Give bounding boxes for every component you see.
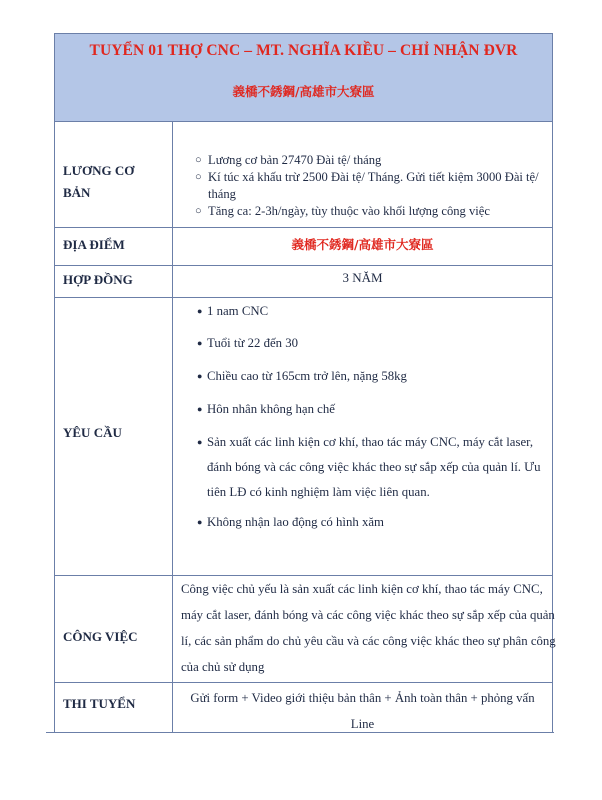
contract-row (54, 265, 553, 297)
exam-description: Gửi form + Video giới thiệu bản thân + Ảnh toàn thân + phỏng vấn Line (190, 691, 535, 731)
contract-value-cell (173, 266, 552, 297)
bullet-icon: ● (197, 517, 203, 527)
list-item: ● Hôn nhân không hạn chế (197, 397, 557, 422)
location-value-cell (173, 228, 552, 265)
job-row (54, 575, 556, 682)
exam-label: THI TUYỂN (63, 696, 136, 711)
company-subtitle: 義橋不銹鋼/高雄市大寮區 (232, 84, 375, 99)
list-item: ● Không nhận lao động có hình xăm (197, 510, 557, 535)
bullet-icon: ● (197, 338, 203, 348)
salary-label: LƯƠNG CƠ BẢN (63, 163, 135, 200)
exam-row (54, 682, 553, 733)
job-value-cell (173, 576, 556, 682)
job-label-cell (55, 576, 173, 682)
list-item: ● Sản xuất các linh kiện cơ khí, thao tác máy CNC, máy cắt laser, đánh bóng và các công việc khác theo sự sắp xếp của quản lí. Ưu tiên LĐ có kinh nghiệm làm việc liên quan. (197, 430, 557, 505)
circle-bullet-icon: ○ (195, 154, 202, 166)
posting-title: TUYỂN 01 THỢ CNC – MT. NGHĨA KIỀU – CHỈ NHẬN ĐVR (89, 42, 518, 59)
contract-value: 3 NĂM (342, 270, 383, 285)
requirements-label: YÊU CẦU (63, 425, 122, 440)
location-value: 義橋不銹鋼/高雄市大寮區 (291, 237, 434, 252)
location-row (54, 227, 553, 265)
bullet-icon: ● (197, 371, 203, 381)
location-label: ĐỊA ĐIỂM (63, 237, 125, 252)
exam-value-cell (173, 683, 552, 733)
salary-list (195, 152, 558, 220)
location-label-cell (55, 228, 173, 265)
salary-row (54, 121, 553, 227)
bullet-icon: ● (197, 306, 203, 316)
header-row (54, 33, 553, 121)
bullet-icon: ● (197, 404, 203, 414)
requirements-label-cell (55, 298, 173, 575)
bullet-icon: ● (197, 437, 203, 447)
list-item: ● Tuổi từ 22 đến 30 (197, 331, 557, 356)
list-item: ● Chiều cao từ 165cm trở lên, nặng 58kg (197, 364, 557, 389)
contract-label: HỢP ĐỒNG (63, 272, 133, 287)
contract-label-cell (55, 266, 173, 297)
salary-label-cell (55, 122, 173, 227)
list-item: ● 1 nam CNC (197, 299, 557, 324)
exam-label-cell (55, 683, 173, 733)
circle-bullet-icon: ○ (195, 205, 202, 217)
job-description: Công việc chủ yếu là sản xuất các linh kiện cơ khí, thao tác máy CNC, máy cắt laser, đánh bóng và các công việc khác theo sự sắp xếp của quản lí, các sản phẩm do chủ yêu cầu và các công việc khác theo sự phân công của chủ sử dụng (181, 582, 556, 674)
circle-bullet-icon: ○ (195, 171, 202, 183)
list-item: ○ Lương cơ bản 27470 Đài tệ/ tháng (195, 153, 382, 167)
salary-value-cell (173, 122, 552, 227)
job-label: CÔNG VIỆC (63, 629, 138, 644)
requirements-value-cell (173, 298, 552, 575)
requirements-row (54, 297, 553, 575)
table-bottom-border (46, 732, 554, 733)
list-item: ○ Kí túc xá khấu trừ 2500 Đài tệ/ Tháng. Gửi tiết kiệm 3000 Đài tệ/ tháng (195, 170, 539, 201)
list-item: ○ Tăng ca: 2-3h/ngày, tùy thuộc vào khối lượng công việc (195, 204, 490, 218)
